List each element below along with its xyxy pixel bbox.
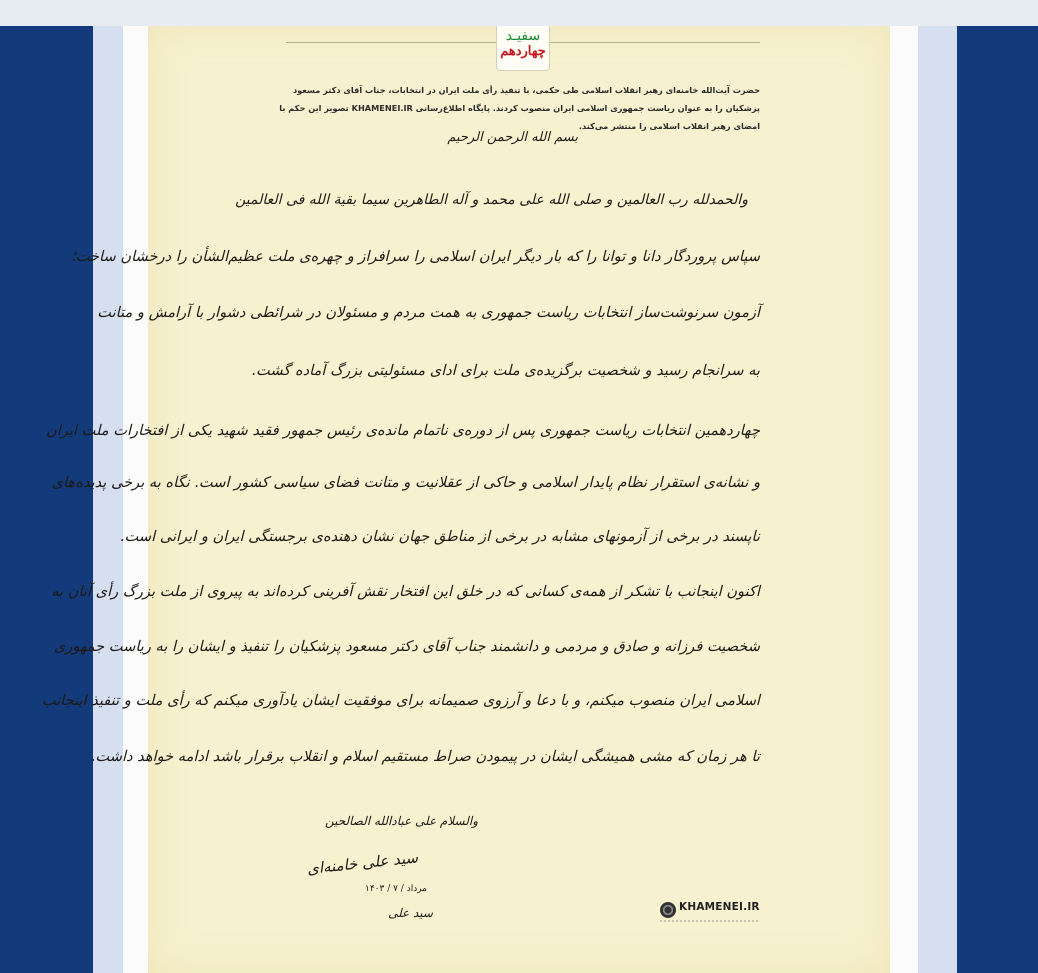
letter-line-2: آزمون سرنوشت‌ساز انتخابات ریاست جمهوری به همت مردم و مسئولان در شرائطی دشوار با آرامش و متانت xyxy=(97,304,760,321)
khamenei-watermark xyxy=(660,900,760,926)
letter-line-10: تا هر زمان که مشی همیشگی ایشان در پیمودن صراط مستقیم اسلام و انقلاب برقرار باشد ادامه خواهد داشت. xyxy=(90,748,760,765)
top-bar xyxy=(0,0,1038,26)
right-frame xyxy=(918,26,957,973)
letter-line-5: و نشانه‌ی استقرار نظام پایدار اسلامی و حاکی از عقلانیت و متانت فضای سیاسی کشور است. نگاه به برخی پدیده‌های xyxy=(51,474,760,491)
left-background-band xyxy=(0,26,93,973)
letter-line-7: اکنون اینجانب با تشکر از همه‌ی کسانی که در خلق این افتخار نقش آفرینی کرده‌اند به پیروی از ملت بزرگ رأی آنان به xyxy=(51,583,760,600)
second-signature: سید علی xyxy=(388,906,433,920)
khamenei-logo-icon xyxy=(660,902,676,918)
watermark-subline xyxy=(660,920,760,922)
basmala: بسم الله الرحمن الرحیم xyxy=(447,130,578,145)
letter-line-6: ناپسند در برخی از آزمونهای مشابه در برخی از مناطق جهان نشان دهنده‌ی برجستگی ایران و ایرانی است. xyxy=(119,528,760,545)
signature: سید علی خامنه‌ای xyxy=(306,848,419,878)
decree-paper xyxy=(41,26,890,973)
opening-line: والحمدلله رب العالمین و صلی الله علی محمد و آله الطاهرین سیما بقیة الله فی العالمین xyxy=(235,192,748,208)
logo-line-2: چهاردهم xyxy=(500,44,546,59)
letter-line-8: شخصیت فرزانه و صادق و مردمی و دانشمند جناب آقای دکتر مسعود پزشکیان را تنفیذ و ایشان را به ریاست جمهوری xyxy=(53,638,760,655)
intro-text: حضرت آیت‌الله خامنه‌ای رهبر انقلاب اسلامی طی حکمی، با تنفیذ رأی ملت ایران در انتخابات، جناب آقای دکتر مسعود پزشکیان را به عنوان رياست جمهوری اسلامی ایران منصوب کردند. پایگاه اطلاع‌رسانی KHAMENEI.IR تصویر این حکم با امضای رهبر انقلاب اسلامی را منتشر می‌کند. xyxy=(279,85,760,131)
left-frame xyxy=(93,26,123,973)
closing-salutation: والسلام علی عبادالله الصالحین xyxy=(324,814,478,828)
letter-line-1: سپاس پروردگار دانا و توانا را که بار دیگر ایران اسلامی را سرافراز و چهره‌ی ملت عظیم‌الشأن را درخشان ساخت؛ xyxy=(71,248,760,265)
letter-line-3: به سرانجام رسید و شخصیت برگزیده‌ی ملت برای ادای مسئولیتی بزرگ آماده گشت. xyxy=(251,362,760,379)
letter-line-4: چهاردهمین انتخابات ریاست جمهوری پس از دوره‌ی ناتمام مانده‌ی رئیس جمهور فقید شهید یکی از افتخارات ملت ایران xyxy=(46,422,760,439)
right-background-band xyxy=(957,26,1038,973)
watermark-text: KHAMENEI.IR xyxy=(679,901,760,913)
logo-line-1: سفیـد xyxy=(505,28,541,44)
decree-date: ۱۴۰۳ / مرداد / ۷ xyxy=(365,884,427,894)
election-logo xyxy=(496,26,550,71)
letter-line-9: اسلامی ایران منصوب میکنم، و با دعا و آرزوی صمیمانه برای موفقیت ایشان یادآوری میکنم که رأی ملت و تنفیذ اینجانب xyxy=(41,692,760,709)
